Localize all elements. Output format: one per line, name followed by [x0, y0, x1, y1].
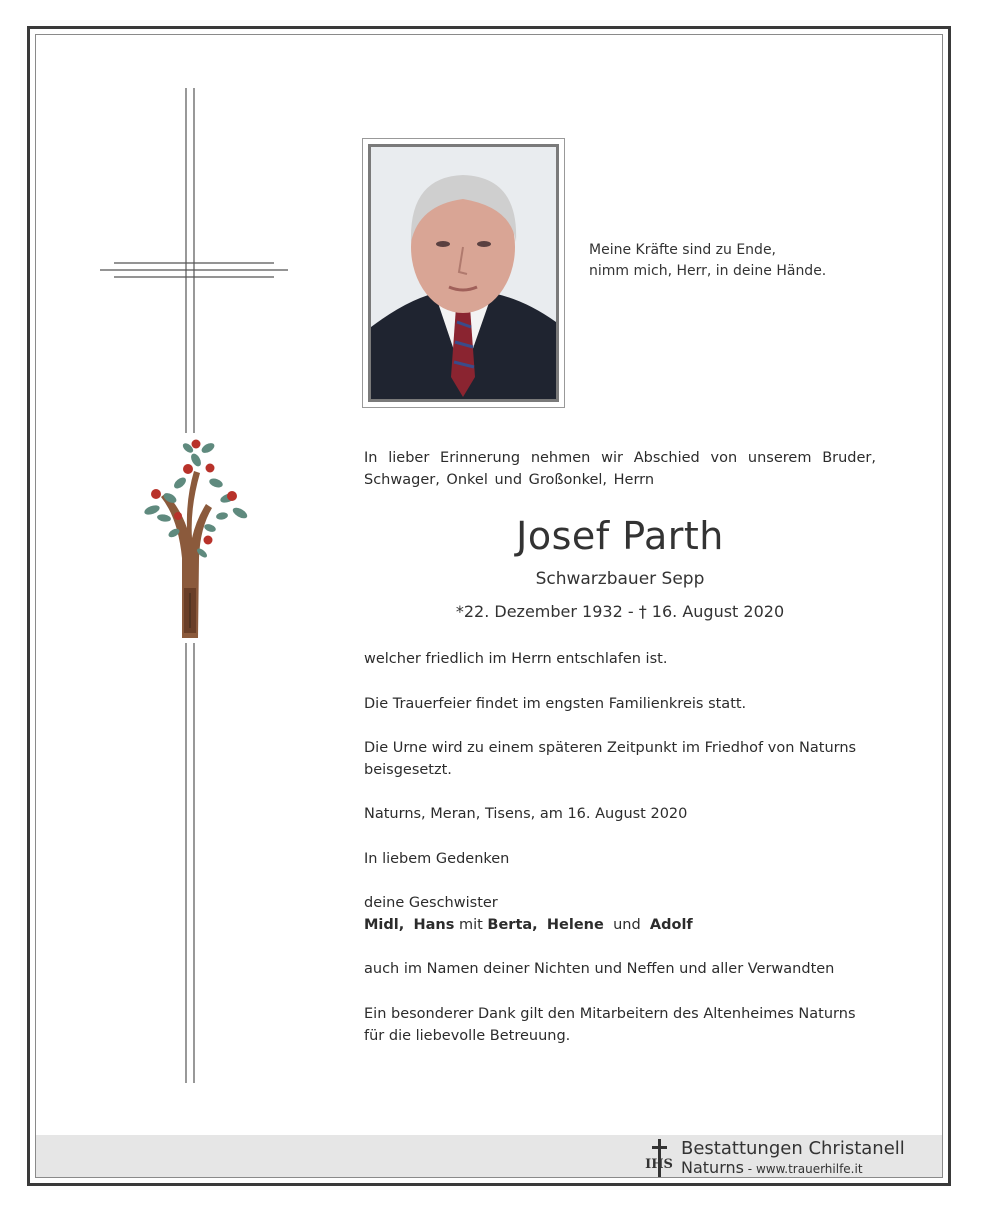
portrait-photo: [368, 144, 559, 402]
mourners-names: [364, 914, 876, 936]
mourner-connector-und: und: [613, 917, 641, 933]
text-paragraph-8: Ein besonderer Dank gilt den Mitarbeitern des Altenheimes Naturns für die liebevolle Betreuung.: [364, 1006, 856, 1044]
cross-tree-icon: [100, 88, 290, 1083]
portrait-photo-frame: [362, 138, 565, 408]
mourner-4: Helene: [546, 917, 604, 933]
memorial-quote: [589, 240, 826, 282]
text-paragraph-2: Die Trauerfeier findet im engsten Familienkreis statt.: [364, 696, 747, 712]
quote-line-1: Meine Kräfte sind zu Ende,: [589, 242, 777, 258]
mourner-2: Hans: [413, 917, 455, 933]
portrait-illustration: [371, 147, 556, 401]
mourner-3: Berta,: [487, 917, 538, 933]
text-paragraph-6: deine Geschwister: [364, 895, 498, 911]
text-paragraph-5: In liebem Gedenken: [364, 851, 510, 867]
footer-separator: -: [743, 1162, 756, 1176]
text-paragraph-3: Die Urne wird zu einem späteren Zeitpunkt im Friedhof von Naturns beisgesetzt.: [364, 740, 857, 778]
tree-of-life: [143, 440, 249, 639]
mourner-connector-mit: mit: [458, 917, 483, 933]
footer-place-line: [681, 1158, 863, 1177]
logo-letters: IHS: [645, 1157, 673, 1172]
quote-line-2: nimm mich, Herr, in deine Hände.: [589, 263, 827, 279]
text-paragraph-4: Naturns, Meran, Tisens, am 16. August 2020: [364, 806, 688, 822]
mourner-1: Midl,: [364, 917, 405, 933]
ihs-cross-logo-icon: [641, 1138, 677, 1178]
footer-website-link[interactable]: www.trauerhilfe.it: [755, 1162, 863, 1176]
deceased-name: Josef Parth: [516, 514, 724, 558]
life-dates: *22. Dezember 1932 - † 16. August 2020: [455, 602, 785, 621]
text-paragraph-7: auch im Namen deiner Nichten und Neffen und aller Verwandten: [364, 961, 835, 977]
text-paragraph-1: welcher friedlich im Herrn entschlafen ist.: [364, 651, 668, 667]
mourner-5: Adolf: [649, 917, 693, 933]
footer-company: Bestattungen Christanell: [681, 1138, 905, 1159]
deceased-nickname: Schwarzbauer Sepp: [535, 569, 705, 589]
intro-text: In lieber Erinnerung nehmen wir Abschied von unserem Bruder, Schwager, Onkel und Großonkel, Herrn: [364, 450, 876, 488]
footer-place: Naturns: [681, 1158, 744, 1177]
